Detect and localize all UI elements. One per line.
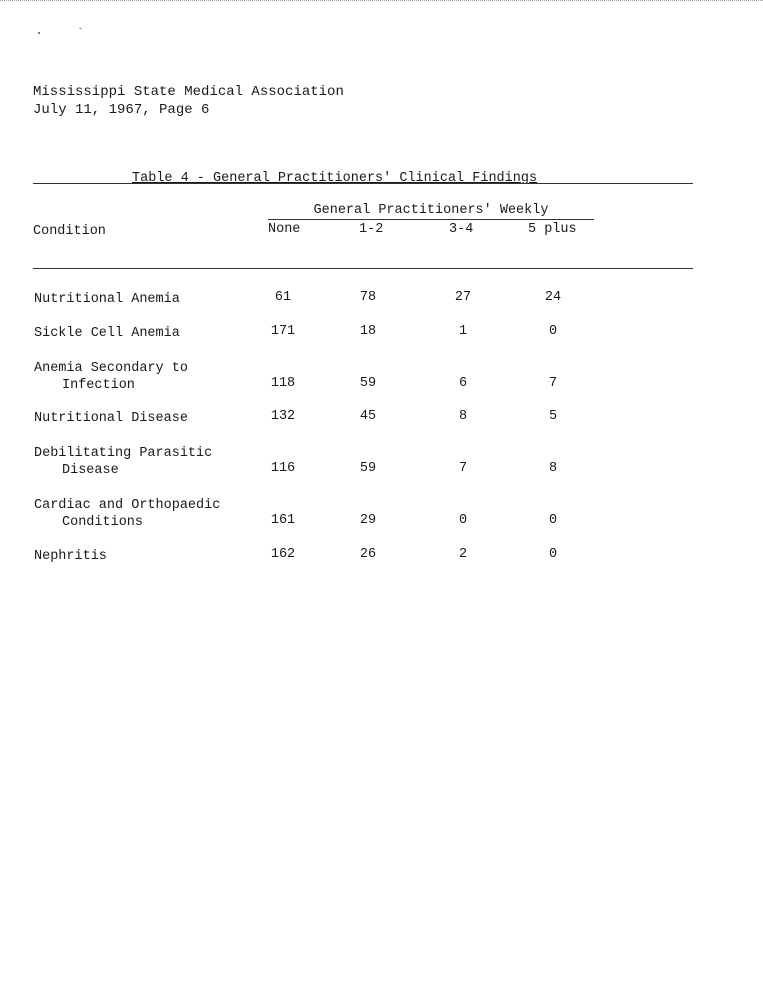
cell-value: 8 [458, 409, 468, 424]
cell-value: 0 [548, 547, 558, 562]
condition-line: Debilitating Parasitic [34, 446, 213, 461]
condition-line-continued: Disease [62, 463, 119, 478]
column-group-header: General Practitioners' Weekly [268, 204, 594, 220]
table-header-rule [33, 268, 693, 269]
table-row [0, 325, 763, 365]
scan-speck [79, 28, 82, 29]
cell-value: 162 [270, 547, 296, 562]
row-condition [34, 360, 188, 394]
cell-value: 0 [548, 324, 558, 339]
condition-line: Cardiac and Orthopaedic [34, 498, 221, 513]
cell-value: 26 [359, 547, 377, 562]
cell-value: 7 [548, 376, 558, 391]
cell-value: 7 [458, 461, 468, 476]
cell-value: 29 [359, 513, 377, 528]
column-header-condition: Condition [33, 224, 106, 239]
cell-value: 2 [458, 547, 468, 562]
table-top-rule [33, 183, 693, 184]
row-condition [34, 548, 107, 565]
row-condition [34, 325, 180, 342]
cell-value: 171 [270, 324, 296, 339]
cell-value: 116 [270, 461, 296, 476]
row-condition [34, 291, 180, 308]
table-row [0, 410, 763, 450]
scan-speck [38, 32, 40, 34]
cell-value: 1 [458, 324, 468, 339]
cell-value: 59 [359, 376, 377, 391]
column-header-3-4: 3-4 [449, 222, 474, 237]
cell-value: 24 [544, 290, 562, 305]
cell-value: 45 [359, 409, 377, 424]
condition-line: Nutritional Anemia [34, 292, 180, 307]
cell-value: 61 [274, 290, 292, 305]
table-title: Table 4 - General Practitioners' Clinical Findings [132, 171, 538, 186]
cell-value: 161 [270, 513, 296, 528]
column-header-none: None [268, 222, 301, 237]
letterhead-date-page: July 11, 1967, Page 6 [33, 102, 210, 118]
row-condition [34, 410, 188, 427]
row-condition [34, 445, 212, 479]
cell-value: 78 [359, 290, 377, 305]
page-top-edge [0, 0, 763, 1]
column-header-1-2: 1-2 [359, 222, 384, 237]
table-row [0, 445, 763, 485]
cell-value: 59 [359, 461, 377, 476]
cell-value: 0 [548, 513, 558, 528]
condition-line: Nephritis [34, 549, 107, 564]
cell-value: 8 [548, 461, 558, 476]
condition-line: Anemia Secondary to [34, 361, 188, 376]
cell-value: 118 [270, 376, 296, 391]
cell-value: 132 [270, 409, 296, 424]
cell-value: 27 [454, 290, 472, 305]
cell-value: 0 [458, 513, 468, 528]
condition-line-continued: Conditions [62, 515, 144, 530]
cell-value: 5 [548, 409, 558, 424]
table-row [0, 360, 763, 400]
column-header-5-plus: 5 plus [528, 222, 577, 237]
cell-value: 18 [359, 324, 377, 339]
row-condition [34, 497, 220, 531]
condition-line-continued: Infection [62, 378, 135, 393]
condition-line: Nutritional Disease [34, 411, 188, 426]
table-row [0, 497, 763, 537]
condition-line: Sickle Cell Anemia [34, 326, 180, 341]
cell-value: 6 [458, 376, 468, 391]
table-row [0, 548, 763, 588]
letterhead-organization: Mississippi State Medical Association [33, 84, 344, 100]
